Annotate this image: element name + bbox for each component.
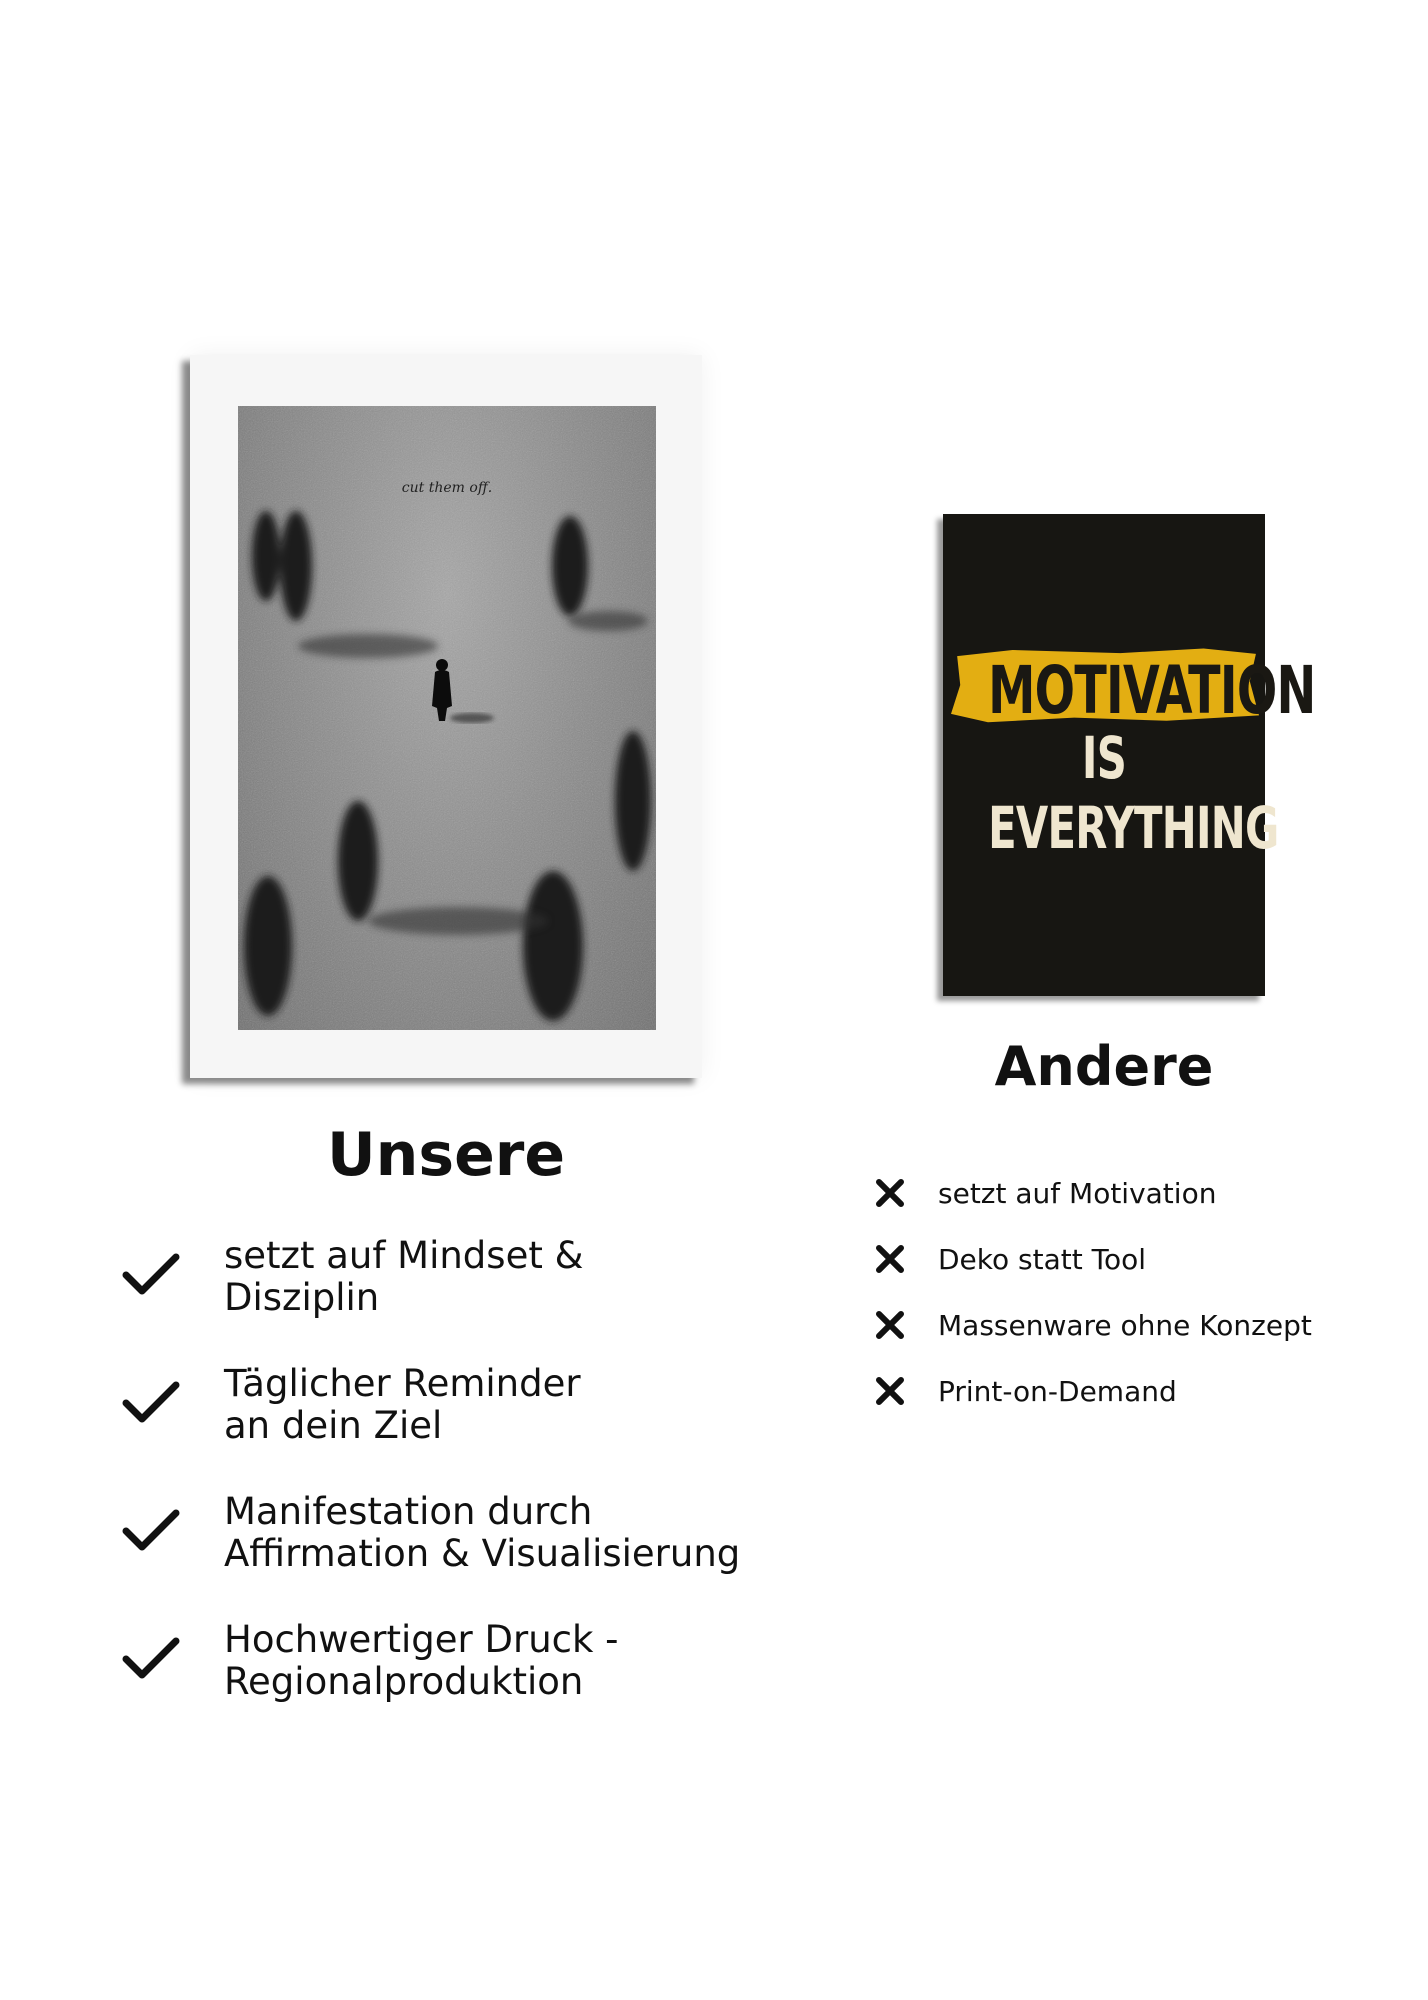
list-item-text: Hochwertiger Druck - Regionalproduktion — [224, 1618, 619, 1703]
checkmark-icon — [120, 1249, 182, 1299]
drawbacks-list-others — [874, 1160, 1312, 1424]
cross-icon — [874, 1243, 906, 1275]
list-item-text: Deko statt Tool — [938, 1242, 1147, 1276]
list-item — [874, 1292, 1312, 1358]
cross-icon — [874, 1177, 906, 1209]
list-item-text: Print-on-Demand — [938, 1374, 1177, 1408]
poster-caption: cut them off. — [401, 480, 493, 496]
checkmark-icon — [120, 1377, 182, 1427]
list-item — [120, 1235, 740, 1319]
list-item-text: setzt auf Motivation — [938, 1176, 1217, 1210]
list-item-text: Manifestation durch Affirmation & Visualisierung — [224, 1490, 741, 1575]
heading-ours: Unsere — [326, 1120, 566, 1190]
list-item — [120, 1619, 740, 1703]
poster-word-everything: EVERYTHING — [988, 794, 1279, 862]
benefits-list-ours — [120, 1235, 740, 1747]
checkmark-icon — [120, 1633, 182, 1683]
list-item — [120, 1363, 740, 1447]
list-item — [120, 1491, 740, 1575]
crowd-illustration — [238, 406, 656, 1030]
poster-others — [943, 514, 1316, 996]
poster-ours-artwork — [238, 406, 656, 1030]
poster-word-motivation: MOTIVATION — [988, 652, 1316, 729]
cross-icon — [874, 1309, 906, 1341]
list-item-text: Täglicher Reminder an dein Ziel — [224, 1362, 581, 1447]
list-item — [874, 1160, 1312, 1226]
list-item — [874, 1226, 1312, 1292]
heading-others: Andere — [994, 1035, 1214, 1098]
list-item-text: setzt auf Mindset & Disziplin — [224, 1234, 584, 1319]
list-item-text: Massenware ohne Konzept — [938, 1308, 1312, 1342]
poster-word-is: IS — [1081, 724, 1127, 792]
poster-ours — [190, 355, 702, 1078]
cross-icon — [874, 1375, 906, 1407]
list-item — [874, 1358, 1312, 1424]
checkmark-icon — [120, 1505, 182, 1555]
